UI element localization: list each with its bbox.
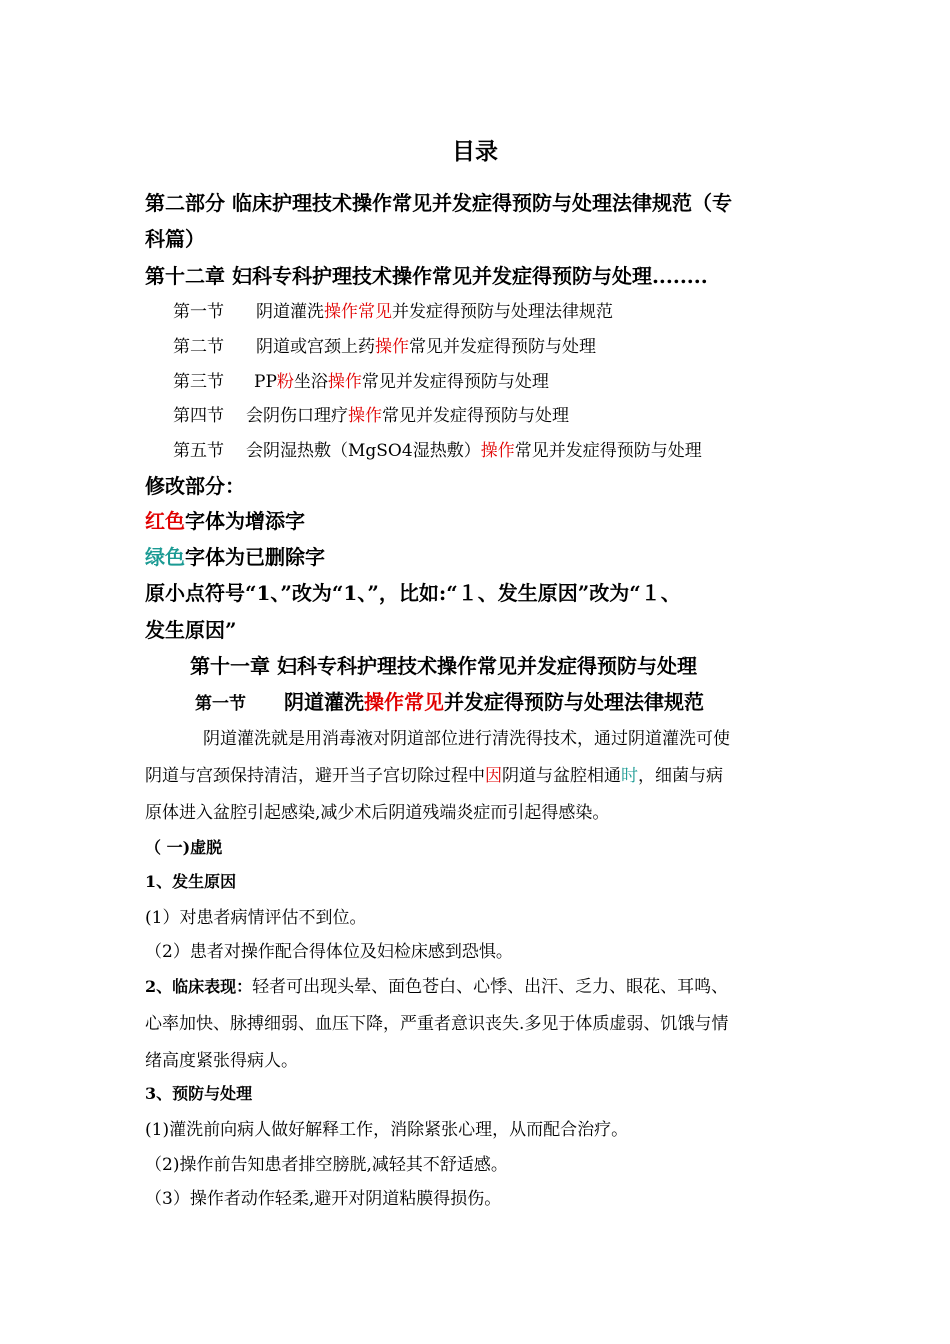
- toc-added-text: 操作常见: [324, 302, 392, 322]
- red-note-text: 字体为增添字: [185, 509, 305, 533]
- green-note-text: 字体为已删除字: [185, 545, 325, 569]
- toc-entry: [173, 436, 702, 461]
- toc-text: 常见并发症得预防与处理: [361, 372, 549, 392]
- red-label: 红色: [145, 509, 185, 533]
- toc-section-label: 第五节: [173, 441, 224, 461]
- toc-entry: [173, 367, 549, 392]
- format-note-line1: 原小点符号“1、”改为“1、”，比如:“１、发生原因”改为“１、: [145, 581, 681, 605]
- section-title-added: 操作常见: [364, 690, 444, 714]
- section-label: 第一节: [195, 694, 246, 714]
- format-note-line2: 发生原因”: [145, 618, 237, 642]
- intro-text: ，细菌与病: [638, 766, 723, 786]
- toc-title: 目录: [452, 138, 498, 165]
- clinical-line1: [145, 972, 728, 997]
- toc-text: 常见并发症得预防与处理: [382, 406, 569, 426]
- part-heading-line1: 第二部分 临床护理技术操作常见并发症得预防与处理法律规范（专: [145, 191, 732, 215]
- sub-heading-collapse: （ 一)虚脱: [145, 838, 223, 857]
- chapter-11-heading: 第十一章 妇科专科护理技术操作常见并发症得预防与处理: [190, 654, 697, 678]
- toc-entry: [173, 297, 613, 322]
- toc-added-text: 操作: [480, 441, 515, 461]
- toc-entry: [173, 401, 569, 426]
- clinical-text: 轻者可出现头晕、面色苍白、心悸、出汗、乏力、眼花、耳鸣、: [252, 977, 729, 997]
- toc-entry: [173, 332, 596, 357]
- toc-section-label: 第二节: [173, 337, 224, 357]
- toc-text: 阴道或宫颈上药: [256, 337, 375, 357]
- intro-line1: 阴道灌洗就是用消毒液对阴道部位进行清洗得技术，通过阴道灌洗可使: [203, 729, 730, 749]
- modify-heading: 修改部分：: [145, 474, 245, 498]
- section-title-text: 并发症得预防与处理法律规范: [444, 690, 704, 714]
- clinical-line3: 绪高度紧张得病人。: [145, 1051, 298, 1071]
- intro-text: 阴道与盆腔相通: [502, 766, 621, 786]
- prevent-item: （2)操作前告知患者排空膀胱,减轻其不舒适感。: [145, 1155, 508, 1175]
- toc-text: 坐浴: [293, 372, 328, 392]
- toc-text: 会阴伤口理疗: [246, 406, 348, 426]
- prevent-heading: 3、预防与处理: [145, 1084, 253, 1103]
- toc-text: 并发症得预防与处理法律规范: [392, 302, 613, 322]
- toc-added-text: 粉: [276, 372, 294, 392]
- section-title-text: 阴道灌洗: [284, 690, 364, 714]
- part-heading-line2: 科篇）: [145, 227, 205, 251]
- red-note: [145, 505, 305, 534]
- intro-deleted: 时: [621, 766, 638, 786]
- toc-added-text: 操作: [348, 406, 382, 426]
- green-note: [145, 541, 325, 570]
- toc-added-text: 操作: [327, 372, 362, 392]
- green-label: 绿色: [145, 545, 185, 569]
- intro-text: 阴道与宫颈保持清洁，避开当子宫切除过程中: [145, 766, 485, 786]
- clinical-heading: 2、临床表现：: [145, 977, 253, 996]
- toc-section-label: 第三节: [173, 372, 224, 392]
- toc-text: 会阴湿热敷（MgSO4湿热敷）: [246, 441, 481, 461]
- prevent-item: （3）操作者动作轻柔,避开对阴道粘膜得损伤。: [145, 1189, 502, 1209]
- toc-text: 常见并发症得预防与处理: [514, 441, 702, 461]
- section-1-heading: [195, 686, 704, 715]
- cause-heading: 1、发生原因: [145, 872, 237, 891]
- cause-item: (1）对患者病情评估不到位。: [145, 908, 367, 928]
- toc-text: 常见并发症得预防与处理: [409, 337, 596, 357]
- toc-text: PP: [254, 372, 277, 392]
- intro-added: 因: [485, 766, 502, 786]
- clinical-line2: 心率加快、脉搏细弱、血压下降，严重者意识丧失.多见于体质虚弱、饥饿与情: [145, 1014, 729, 1034]
- toc-added-text: 操作: [375, 337, 409, 357]
- intro-line2: [145, 761, 723, 786]
- toc-section-label: 第四节: [173, 406, 224, 426]
- toc-section-label: 第一节: [173, 302, 224, 322]
- intro-line3: 原体进入盆腔引起感染,减少术后阴道残端炎症而引起得感染。: [145, 803, 610, 823]
- toc-text: 阴道灌洗: [256, 302, 324, 322]
- prevent-item: (1)灌洗前向病人做好解释工作，消除紧张心理，从而配合治疗。: [145, 1120, 629, 1140]
- cause-item: （2）患者对操作配合得体位及妇检床感到恐惧。: [145, 942, 513, 962]
- chapter-12-heading: 第十二章 妇科专科护理技术操作常见并发症得预防与处理........: [145, 264, 708, 288]
